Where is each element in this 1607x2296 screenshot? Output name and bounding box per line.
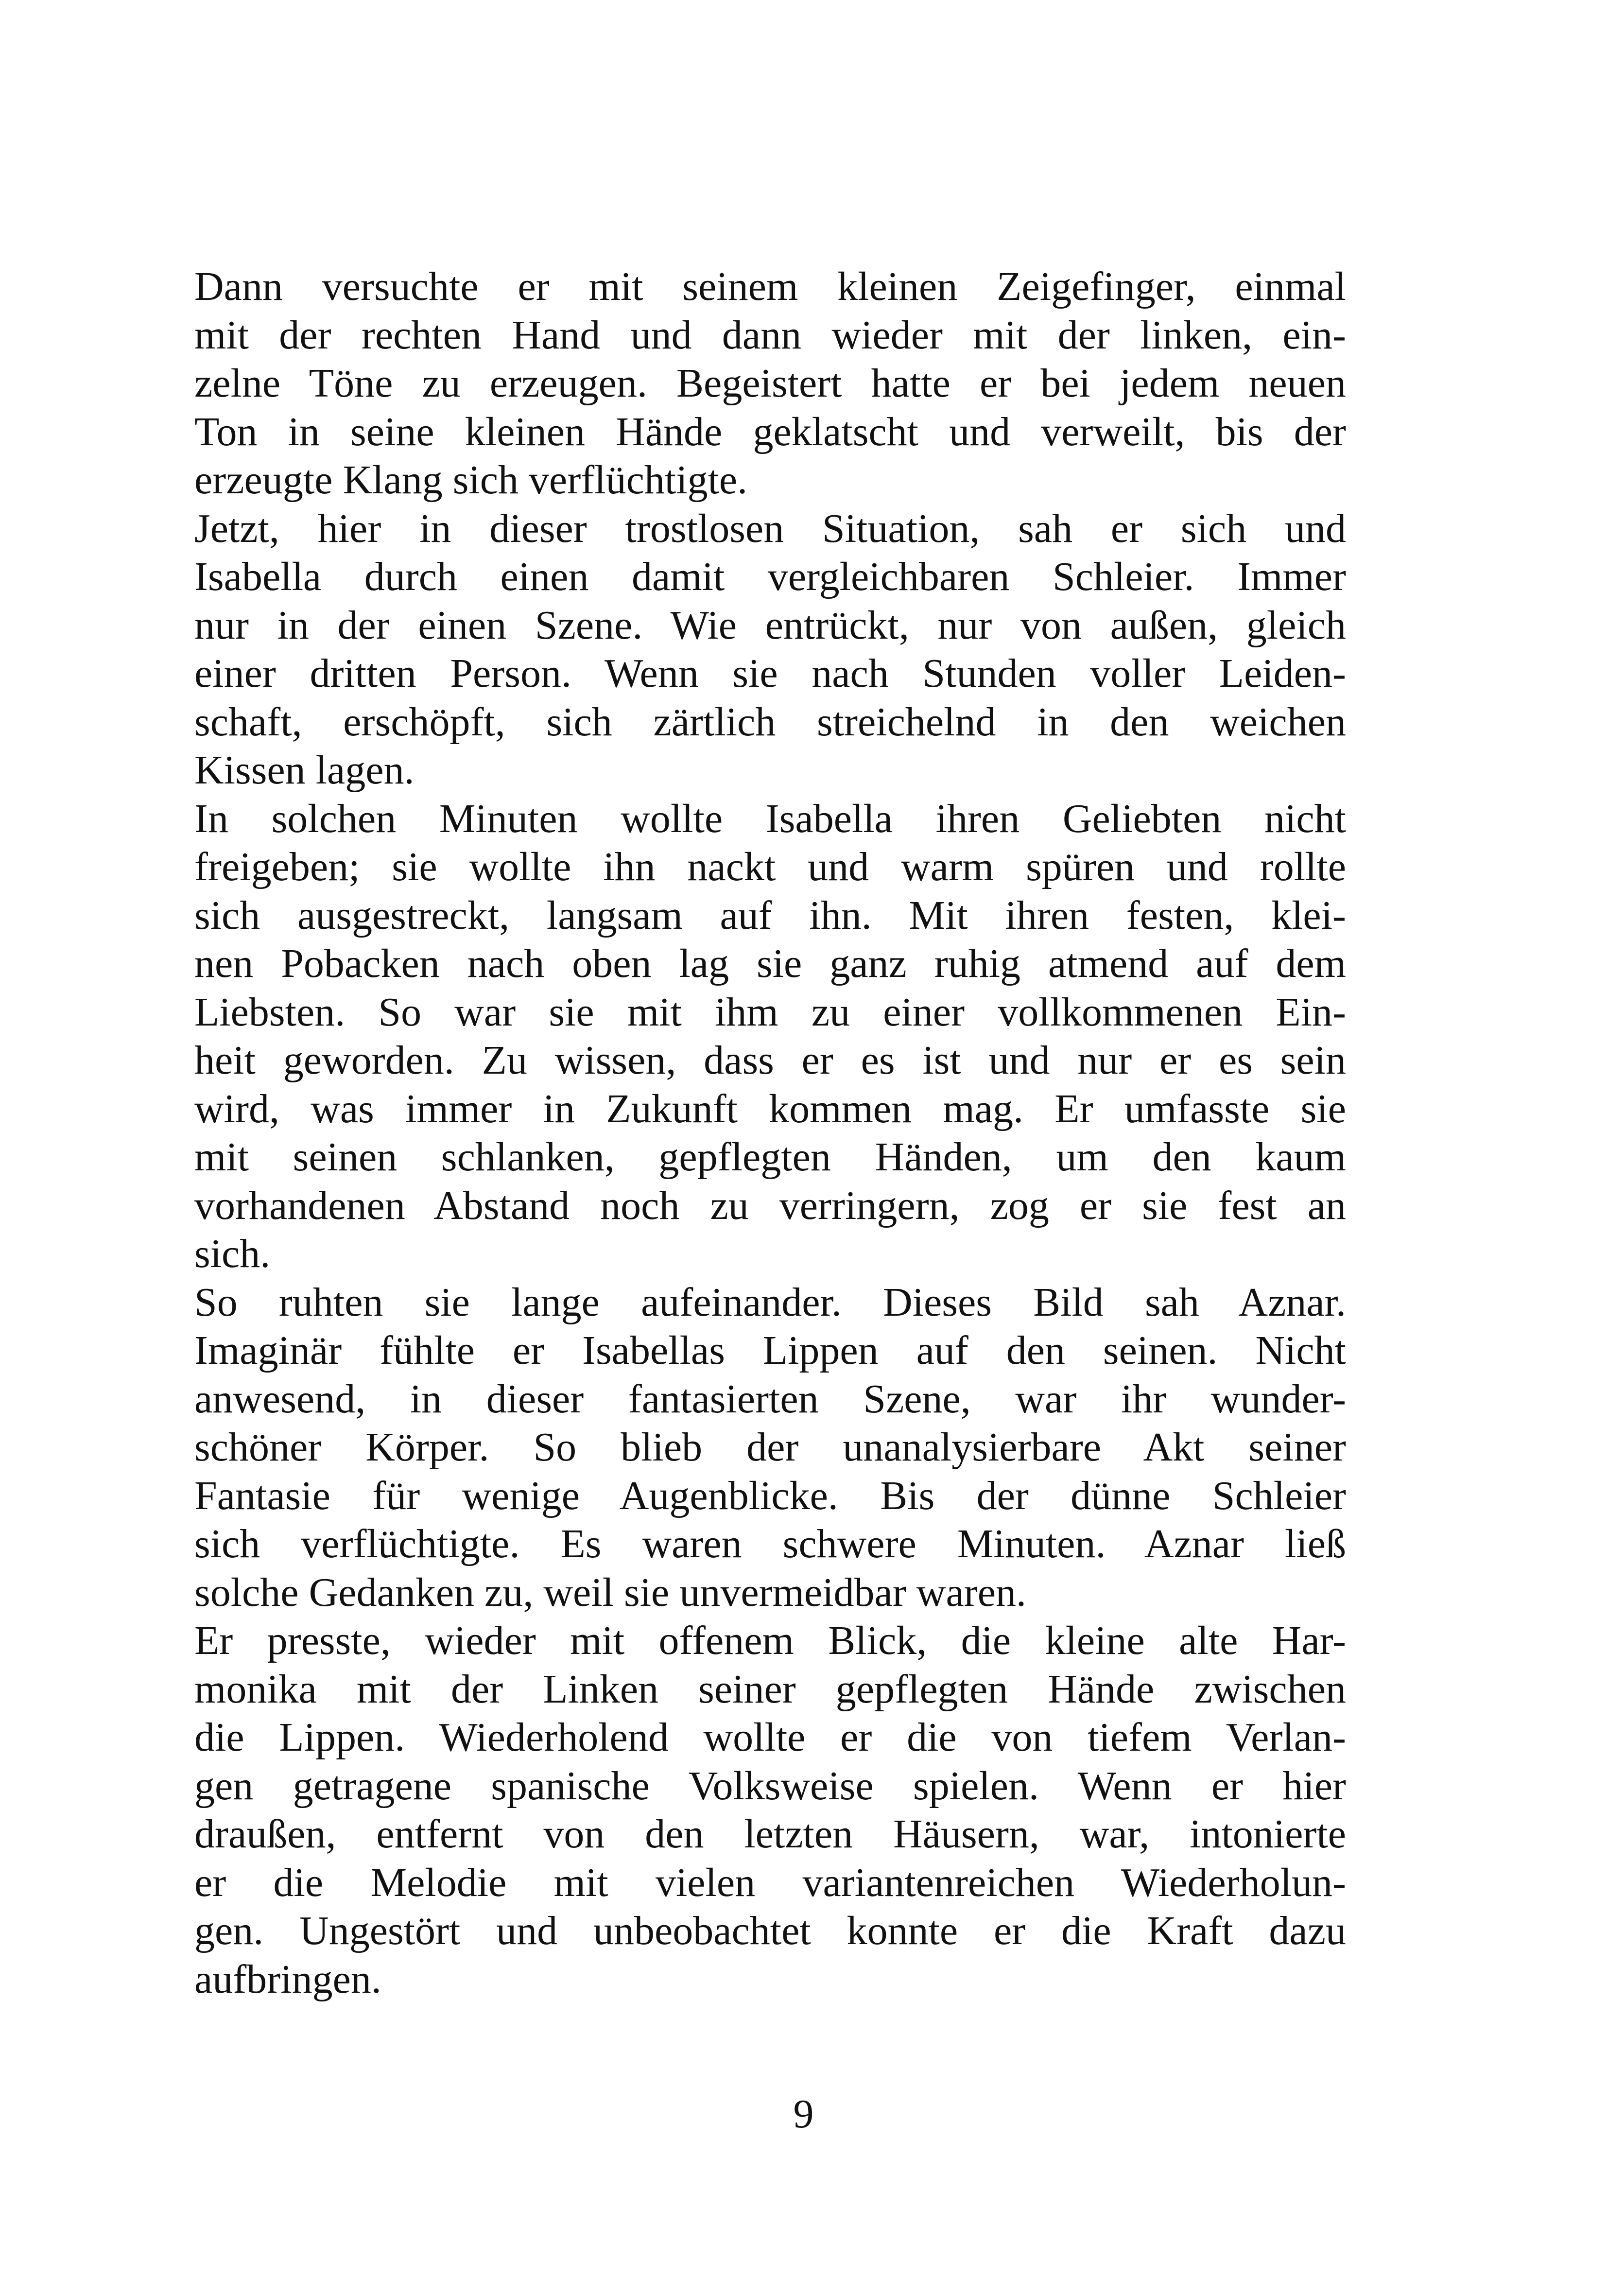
text-line: sich verflüchtigte. Es waren schwere Minuten. Aznar ließ [194,1521,1346,1566]
text-line: Liebsten. So war sie mit ihm zu einer vollkommenen Ein- [194,989,1346,1035]
text-line: vorhandenen Abstand noch zu verringern, zog er sie fest an [194,1183,1346,1228]
text-line: Imaginär fühlte er Isabellas Lippen auf den seinen. Nicht [194,1328,1346,1373]
text-line: solche Gedanken zu, weil sie unvermeidbar waren. [194,1569,1026,1615]
text-line: er die Melodie mit vielen variantenreichen Wiederholun- [194,1860,1346,1905]
text-line: freigeben; sie wollte ihn nackt und warm spüren und rollte [194,844,1346,889]
text-line: Dann versuchte er mit seinem kleinen Zeigefinger, einmal [194,264,1346,309]
body-text [194,262,1346,2003]
text-line: nen Pobacken nach oben lag sie ganz ruhig atmend auf dem [194,941,1346,986]
text-line: schöner Körper. So blieb der unanalysierbare Akt seiner [194,1425,1346,1470]
text-line: sich. [194,1231,271,1276]
text-line: Kissen lagen. [194,748,415,793]
text-line: mit der rechten Hand und dann wieder mit der linken, ein- [194,312,1346,358]
text-line: heit geworden. Zu wissen, dass er es ist und nur er es sein [194,1038,1346,1083]
text-line: mit seinen schlanken, gepflegten Händen, um den kaum [194,1134,1346,1180]
text-line: aufbringen. [194,1956,381,2002]
text-line: Er presste, wieder mit offenem Blick, die kleine alte Har- [194,1618,1346,1663]
text-line: gen getragene spanische Volksweise spielen. Wenn er hier [194,1763,1346,1809]
text-line: erzeugte Klang sich verflüchtigte. [194,457,748,503]
text-line: sich ausgestreckt, langsam auf ihn. Mit ihren festen, klei- [194,892,1346,938]
page-number: 9 [793,2091,814,2137]
text-line: Ton in seine kleinen Hände geklatscht und verweilt, bis der [194,409,1346,454]
text-line: In solchen Minuten wollte Isabella ihren Geliebten nicht [194,796,1346,841]
text-line: die Lippen. Wiederholend wollte er die von tiefem Verlan- [194,1715,1346,1760]
text-line: gen. Ungestört und unbeobachtet konnte er die Kraft dazu [194,1908,1346,1953]
text-line: draußen, entfernt von den letzten Häusern, war, intonierte [194,1811,1346,1857]
text-line: So ruhten sie lange aufeinander. Dieses Bild sah Aznar. [194,1279,1346,1325]
text-line: Isabella durch einen damit vergleichbaren Schleier. Immer [194,554,1346,599]
text-line: anwesend, in dieser fantasierten Szene, war ihr wunder- [194,1376,1346,1422]
text-line: Jetzt, hier in dieser trostlosen Situation, sah er sich und [194,505,1346,551]
text-line: zelne Töne zu erzeugen. Begeistert hatte er bei jedem neuen [194,361,1346,406]
text-line: monika mit der Linken seiner gepflegten Hände zwischen [194,1666,1346,1712]
text-line: schaft, erschöpft, sich zärtlich streichelnd in den weichen [194,699,1346,745]
text-line: Fantasie für wenige Augenblicke. Bis der dünne Schleier [194,1473,1346,1518]
text-line: einer dritten Person. Wenn sie nach Stunden voller Leiden- [194,651,1346,696]
text-line: wird, was immer in Zukunft kommen mag. Er umfasste sie [194,1086,1346,1131]
text-line: nur in der einen Szene. Wie entrückt, nur von außen, gleich [194,602,1346,648]
